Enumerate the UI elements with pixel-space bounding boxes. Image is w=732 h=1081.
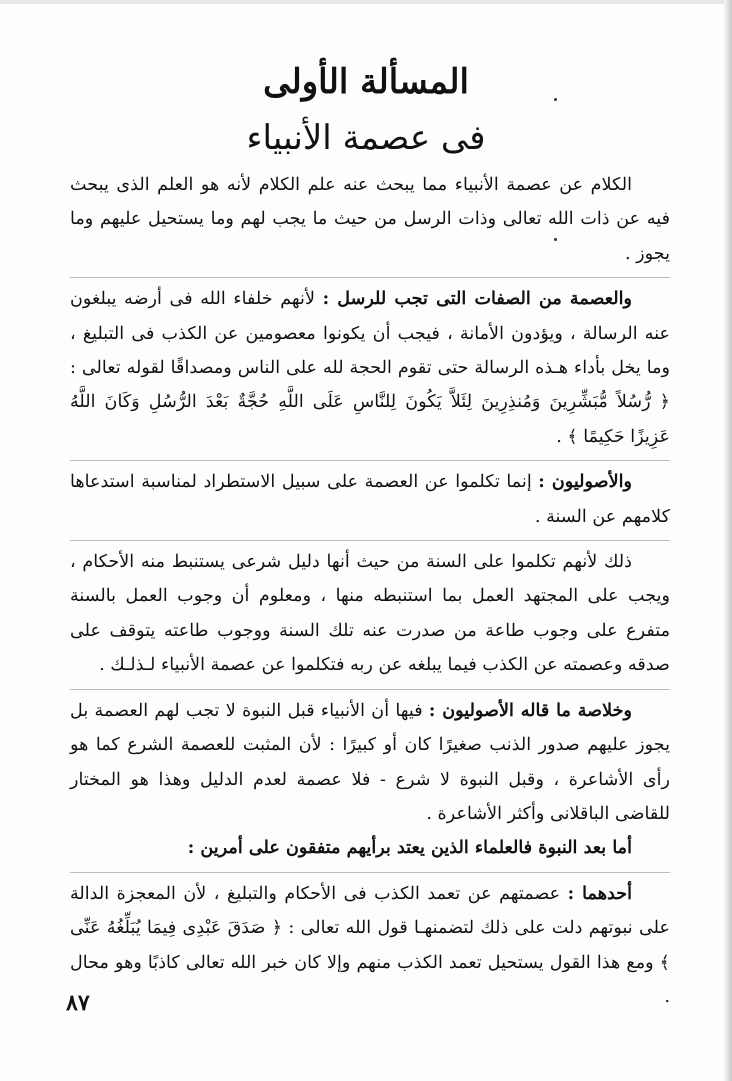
separator-line <box>70 689 670 690</box>
body-text <box>70 168 670 1014</box>
paragraph-lead: أما بعد النبوة فالعلماء الذين يعتد برأيهم متفقون على أمرين : <box>187 837 632 859</box>
section-heading: المسألة الأولى <box>263 62 469 102</box>
separator-line <box>70 460 670 461</box>
page-top-edge <box>0 0 732 4</box>
paragraph-text: فيها أن الأنبياء قبل النبوة لا تجب لهم العصمة بل يجوز عليهم صدور الذنب صغيرًا كان أو كبيرًا : لأن المثبت للعصمة الشرع كما هو رأى الأشاعرة ، وقبل النبوة لا شرع - فلا عصمة لعدم الدليل وهذا هو المختار للقاضى الباقلانى وأكثر الأشاعرة . <box>70 700 670 824</box>
paragraph-infallibility-attributes <box>70 282 670 454</box>
page-right-edge <box>724 0 732 1081</box>
separator-line <box>70 540 670 541</box>
paragraph-lead: والعصمة من الصفات التى تجب للرسل : <box>322 288 633 310</box>
paragraph-lead: والأصوليون : <box>538 471 632 493</box>
paragraph-lead: أحدهما : <box>567 882 632 904</box>
paragraph-text: لأنهم خلفاء الله فى أرضه يبلغون عنه الرسالة ، ويؤدون الأمانة ، فيجب أن يكونوا معصومين عن الكذب فى التبليغ ، وما يخل بأداء هـذه الرسالة حتى تقوم الحجة لله على الناس ومصداقًا لقوله تعالى : ﴿ رُّسُلاً مُّبَشِّرِينَ وَمُنذِرِينَ لِئَلاَّ يَكُونَ لِلنَّاسِ عَلَى اللَّهِ حُجَّةٌ بَعْدَ الرُّسُلِ وَكَانَ اللَّهُ عَزِيزًا حَكِيمًا ﴾ . <box>70 289 670 447</box>
paragraph-after-prophethood <box>70 831 670 865</box>
separator-line <box>70 872 670 873</box>
paragraph-text: إنما تكلموا عن العصمة على سبيل الاستطراد لمناسبة استدعاها كلامهم عن السنة . <box>70 472 670 527</box>
paragraph-intro: الكلام عن عصمة الأنبياء مما يبحث عنه علم الكلام لأنه هو العلم الذى يبحث فيه عن ذات الله تعالى وذات الرسل من حيث ما يجب لهم وما يستحيل عليهم وما يجوز . <box>70 175 670 264</box>
paragraph-lead: وخلاصة ما قاله الأصوليون : <box>428 699 632 721</box>
paragraph-summary <box>70 694 670 832</box>
paragraph-text: عصمتهم عن تعمد الكذب فى الأحكام والتبليغ ، لأن المعجزة الدالة على نبوتهم دلت على ذلك لتضمنهـا قول الله تعالى : ﴿ صَدَقَ عَبْدِى فِيمَا يُبَلِّغُهُ عَنِّى ﴾ ومع هذا القول يستحيل تعمد الكذب منهم وإلا كان خبر الله تعالى كاذبًا وهو محال . <box>70 883 670 1007</box>
separator-line <box>70 277 670 278</box>
ink-speck <box>554 98 557 101</box>
paragraph-usuliyyun <box>70 465 670 534</box>
page-number: ٨٧ <box>66 990 90 1016</box>
paragraph-sunnah: ذلك لأنهم تكلموا على السنة من حيث أنها دليل شرعى يستنبط منه الأحكام ، ويجب على المجتهد العمل بما استنبطه منها ، ومعلوم أن وجوب العمل بالسنة متفرع على وجوب طاعة من صدرت عنه تلك السنة ووجوب طاعته يتوقف على صدقه وعصمته عن الكذب فيما يبلغه عن ربه فتكلموا عن عصمة الأنبياء لـذلـك . <box>70 552 670 676</box>
paragraph-first-matter <box>70 877 670 1015</box>
chapter-title: فى عصمة الأنبياء <box>246 118 486 158</box>
